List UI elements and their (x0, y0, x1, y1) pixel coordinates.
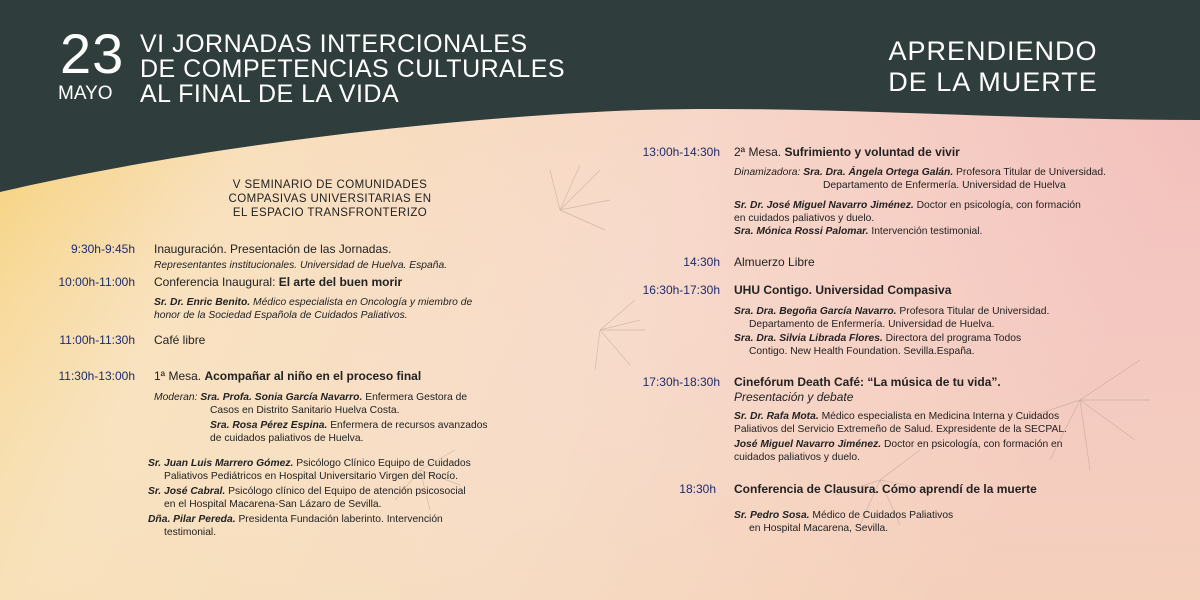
speaker-entry-cont: en Hospital Macarena, Sevilla. (749, 523, 889, 534)
tagline-line: DE LA MUERTE (888, 67, 1098, 97)
speaker-entry: Sr. Pedro Sosa. Médico de Cuidados Paliativos (734, 510, 954, 521)
speaker-entry-cont: en el Hospital Macarena-San Lázaro de Sevilla. (164, 499, 382, 510)
event-title (140, 32, 565, 107)
session-title: Conferencia de Clausura. Cómo aprendí de la muerte (734, 482, 1037, 496)
session-title: Conferencia Inaugural: El arte del buen morir (154, 275, 403, 289)
speaker-entry: Sr. Dr. Rafa Mota. Médico especialista en Medicina Interna y Cuidados (734, 411, 1060, 422)
session-title: Inauguración. Presentación de las Jornadas. (154, 242, 392, 256)
tagline (858, 36, 1128, 98)
time-label: 10:00h-11:00h (58, 275, 135, 289)
session-title: Café libre (154, 333, 206, 347)
time-label: 9:30h-9:45h (70, 242, 135, 256)
speaker-entry: Sr. Juan Luis Marrero Gómez. Psicólogo Clínico Equipo de Cuidados (148, 458, 471, 469)
time-label: 17:30h-18:30h (642, 375, 720, 389)
speaker-entry: Sr. Dr. José Miguel Navarro Jiménez. Doctor en psicología, con formación (734, 200, 1081, 211)
moderator-entry: Sra. Rosa Pérez Espina. Enfermera de recursos avanzados (210, 420, 488, 431)
event-title-line: DE COMPETENCIAS CULTURALES (140, 55, 566, 83)
speaker-entry: Sra. Mónica Rossi Palomar. Intervención testimonial. (734, 226, 983, 237)
time-label: 11:30h-13:00h (58, 369, 135, 383)
moderator-entry-cont: de cuidados paliativos de Huelva. (210, 433, 364, 444)
speaker-entry-cont: en cuidados paliativos y duelo. (734, 213, 875, 224)
seminar-line: EL ESPACIO TRANSFRONTERIZO (232, 207, 428, 219)
speaker-entry-cont: Departamento de Enfermería. Universidad de Huelva. (749, 319, 995, 330)
speaker-entry: Sra. Dra. Silvia Librada Flores. Directora del programa Todos (734, 333, 1022, 344)
speaker-entry: Sr. Dr. Enric Benito. Médico especialista en Oncología y miembro de (154, 297, 473, 308)
seminar-line: V SEMINARIO DE COMUNIDADES (232, 179, 428, 191)
session-subtitle: Representantes institucionales. Universidad de Huelva. España. (154, 260, 448, 271)
session-title: UHU Contigo. Universidad Compasiva (734, 283, 952, 297)
time-label: 13:00h-14:30h (642, 145, 720, 159)
time-label: 16:30h-17:30h (642, 283, 720, 297)
speaker-entry-cont: Paliativos Pediátricos en Hospital Universitario Virgen del Rocío. (164, 471, 458, 482)
speaker-entry-cont: Paliativos del Servicio Extremeño de Salud. Expresidente de la SECPAL. (734, 424, 1067, 435)
time-label: 11:00h-11:30h (59, 333, 135, 347)
speaker-entry-cont: cuidados paliativos y duelo. (734, 452, 860, 463)
speaker-entry: Dña. Pilar Pereda. Presidenta Fundación laberinto. Intervención (148, 514, 443, 525)
event-day: 23 (60, 22, 125, 85)
session-title: 1ª Mesa. Acompañar al niño en el proceso final (154, 369, 422, 383)
speaker-entry-cont: testimonial. (164, 527, 217, 538)
session-subtitle: Presentación y debate (734, 390, 854, 404)
speaker-entry-cont: Contigo. New Health Foundation. Sevilla.España. (749, 346, 975, 357)
event-title-line: AL FINAL DE LA VIDA (140, 80, 400, 108)
seminar-title (190, 178, 470, 220)
time-label: 18:30h (679, 482, 716, 496)
session-title: 2ª Mesa. Sufrimiento y voluntad de vivir (734, 145, 960, 159)
speaker-entry: Sra. Dra. Begoña García Navarro. Profesora Titular de Universidad. (734, 306, 1050, 317)
tagline-line: APRENDIENDO (888, 36, 1098, 66)
speaker-entry: Sr. José Cabral. Psicólogo clínico del Equipo de atención psicosocial (148, 486, 466, 497)
moderator-entry-cont: Departamento de Enfermería. Universidad de Huelva (823, 180, 1066, 191)
time-label: 14:30h (683, 255, 720, 269)
session-title: Cinefórum Death Café: “La música de tu vida”. (734, 375, 1001, 389)
moderator-entry: Moderan: Sra. Profa. Sonia García Navarro. Enfermera Gestora de (154, 392, 468, 403)
moderator-entry: Dinamizadora: Sra. Dra. Ángela Ortega Galán. Profesora Titular de Universidad. (734, 167, 1106, 178)
moderator-entry-cont: Casos en Distrito Sanitario Huelva Costa. (210, 405, 400, 416)
seminar-line: COMPASIVAS UNIVERSITARIAS EN (228, 193, 432, 205)
event-month: MAYO (58, 83, 113, 104)
speaker-entry-cont: honor de la Sociedad Española de Cuidados Paliativos. (154, 310, 408, 321)
session-title: Almuerzo Libre (734, 255, 815, 269)
speaker-entry: José Miguel Navarro Jiménez. Doctor en psicología, con formación en (734, 439, 1063, 450)
event-title-line: VI JORNADAS INTERCIONALES (140, 30, 528, 58)
